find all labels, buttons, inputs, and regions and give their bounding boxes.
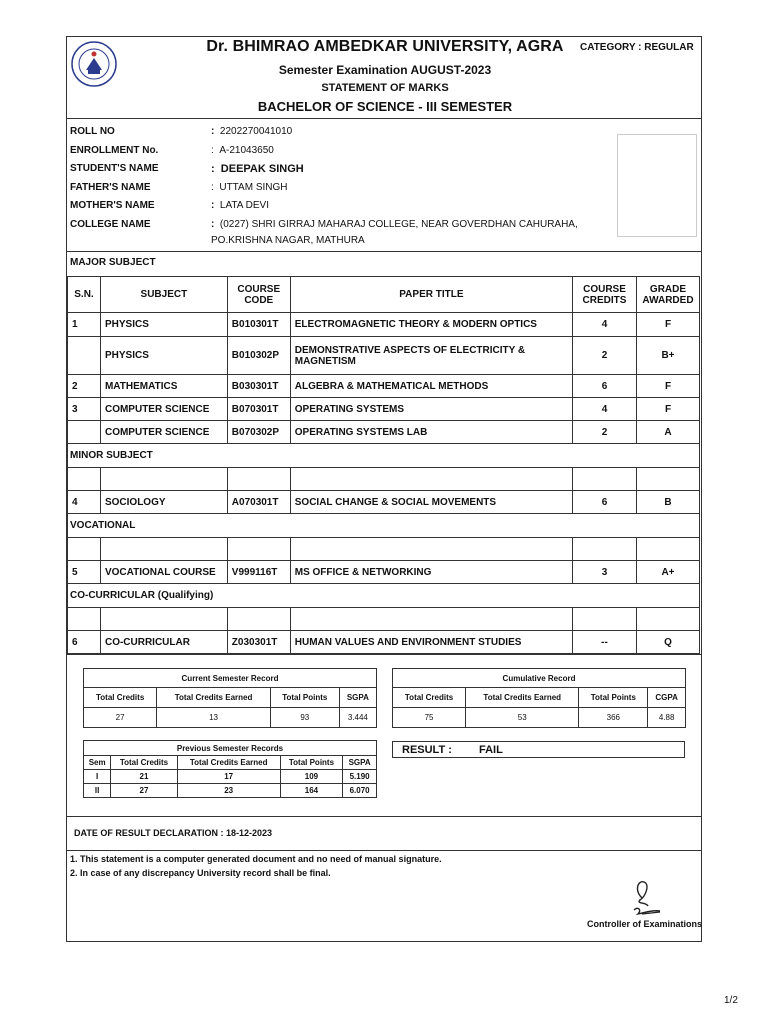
minor-section-title: MINOR SUBJECT [68, 444, 700, 468]
programme-title: BACHELOR OF SCIENCE - III SEMESTER [257, 99, 513, 114]
vocational-section-title: VOCATIONAL [68, 514, 700, 538]
enrollment-label: ENROLLMENT No. [70, 145, 159, 156]
university-name: Dr. BHIMRAO AMBEDKAR UNIVERSITY, AGRA [206, 38, 564, 55]
father-name-value: : UTTAM SINGH [211, 182, 288, 193]
college-name-label: COLLEGE NAME [70, 219, 151, 230]
current-semester-table: Current Semester Record Total Credits Total Credits Earned Total Points SGPA 27 13 93 3.444 [83, 668, 377, 728]
controller-label: Controller of Examinations [587, 919, 703, 929]
mother-name-label: MOTHER'S NAME [70, 200, 155, 211]
section-row [68, 514, 700, 538]
major-section-title: MAJOR SUBJECT [70, 257, 156, 268]
table-row: COMPUTER SCIENCE B070302P OPERATING SYSTEMS LAB 2 A [68, 421, 700, 444]
statement-title: STATEMENT OF MARKS [321, 82, 449, 94]
section-row [68, 444, 700, 468]
header-course-code: COURSE CODE [227, 277, 290, 313]
college-name-value: : (0227) SHRI GIRRAJ MAHARAJ COLLEGE, NEAR GOVERDHAN CAHURAHA, [211, 219, 578, 230]
table-row: PHYSICS B010302P DEMONSTRATIVE ASPECTS OF ELECTRICITY & MAGNETISM 2 B+ [68, 337, 700, 375]
table-row: 1 PHYSICS B010301T ELECTROMAGNETIC THEORY & MODERN OPTICS 4 F [68, 313, 700, 337]
roll-value: : 2202270041010 [211, 126, 293, 137]
section-row [68, 584, 700, 608]
result-box [392, 741, 685, 758]
spacer-row [68, 468, 700, 491]
table-row: 5 VOCATIONAL COURSE V999116T MS OFFICE & NETWORKING 3 A+ [68, 561, 700, 584]
table-row: 2 MATHEMATICS B030301T ALGEBRA & MATHEMATICAL METHODS 6 F [68, 375, 700, 398]
header-subject: SUBJECT [100, 277, 227, 313]
cumulative-record-table: Cumulative Record Total Credits Total Credits Earned Total Points CGPA 75 53 366 4.88 [392, 668, 686, 728]
note-1: 1. This statement is a computer generated document and no need of manual signature. [70, 854, 442, 864]
divider [66, 118, 702, 119]
spacer-row [68, 608, 700, 631]
mother-name-value: : LATA DEVI [211, 200, 269, 211]
note-2: 2. In case of any discrepancy University record shall be final. [70, 868, 331, 878]
header-sn: S.N. [68, 277, 101, 313]
enrollment-value: : A-21043650 [211, 145, 274, 156]
table-row: 4 SOCIOLOGY A070301T SOCIAL CHANGE & SOCIAL MOVEMENTS 6 B [68, 491, 700, 514]
spacer-row [68, 538, 700, 561]
result-value: FAIL [479, 744, 503, 756]
header-grade: GRADE AWARDED [636, 277, 699, 313]
header-paper-title: PAPER TITLE [290, 277, 572, 313]
university-seal-icon [70, 40, 118, 88]
declaration-date: DATE OF RESULT DECLARATION : 18-12-2023 [74, 828, 273, 838]
college-address: PO.KRISHNA NAGAR, MATHURA [211, 235, 365, 246]
category: CATEGORY : REGULAR [580, 42, 694, 53]
divider [66, 251, 702, 252]
major-subject-table [67, 276, 700, 654]
student-name-value: : DEEPAK SINGH [211, 163, 304, 175]
header-course-credits: COURSE CREDITS [573, 277, 637, 313]
divider [66, 654, 702, 655]
student-name-label: STUDENT'S NAME [70, 163, 159, 174]
previous-semester-table: Previous Semester Records Sem Total Credits Total Credits Earned Total Points SGPA I 21 17 109 5.190 II 27 23 164 6.070 [83, 740, 377, 798]
exam-title: Semester Examination AUGUST-2023 [278, 63, 492, 77]
divider [66, 850, 702, 851]
roll-label: ROLL NO [70, 126, 115, 137]
father-name-label: FATHER'S NAME [70, 182, 151, 193]
table-row: 6 CO-CURRICULAR Z030301T HUMAN VALUES AND ENVIRONMENT STUDIES -- Q [68, 631, 700, 654]
cocurricular-section-title: CO-CURRICULAR (Qualifying) [68, 584, 700, 608]
page-number: 1/2 [724, 995, 738, 1006]
photo-placeholder [617, 134, 697, 237]
table-header-row [68, 277, 700, 313]
signature-icon [620, 876, 670, 920]
divider [66, 816, 702, 817]
result-label: RESULT : [402, 744, 452, 756]
table-row: 3 COMPUTER SCIENCE B070301T OPERATING SYSTEMS 4 F [68, 398, 700, 421]
